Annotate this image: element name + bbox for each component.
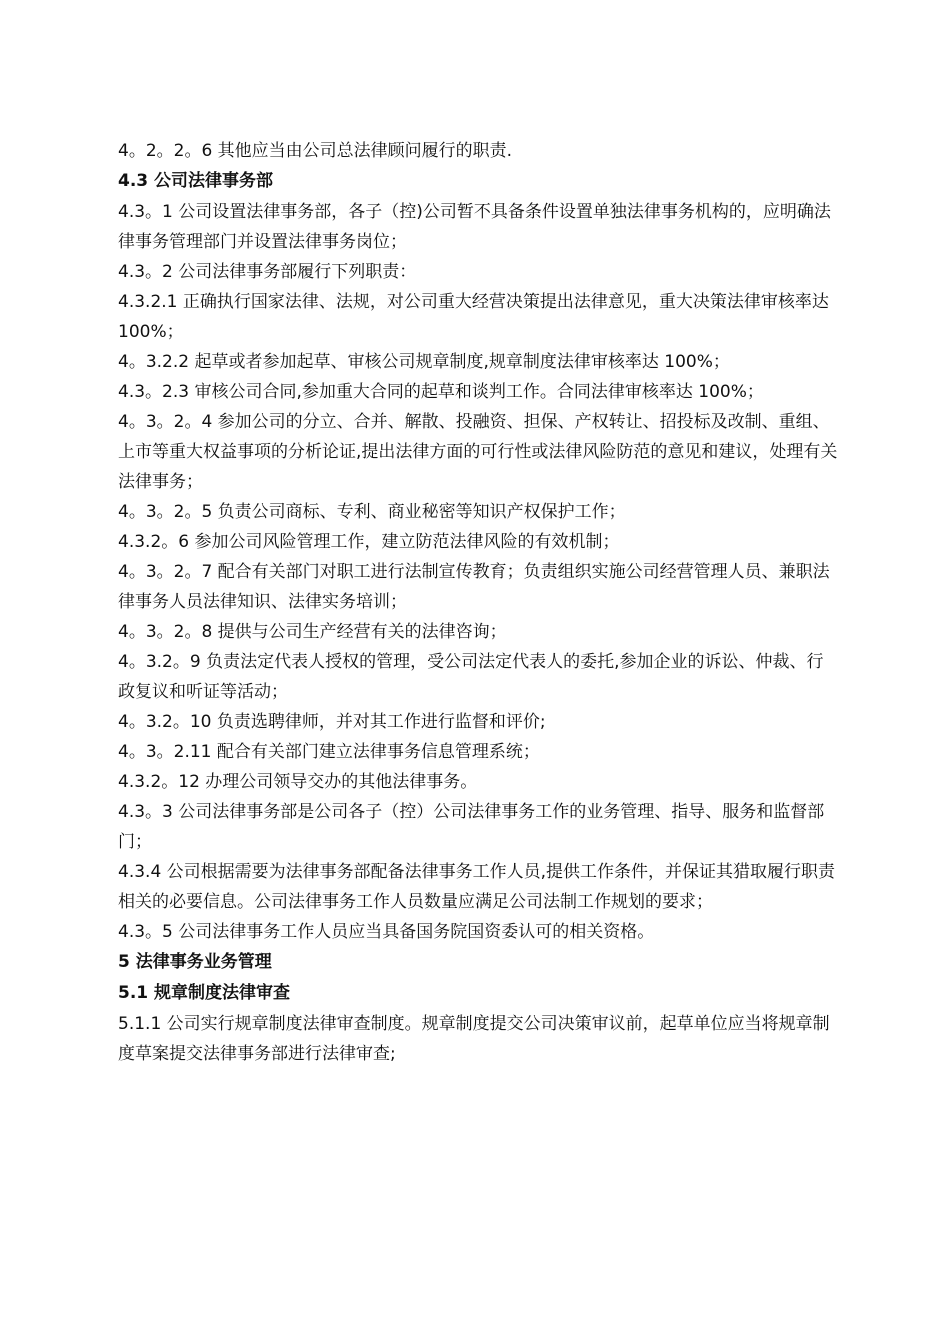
paragraph-4-3-2-9: 4。3.2。9 负责法定代表人授权的管理，受公司法定代表人的委托,参加企业的诉讼、仲裁、行政复议和听证等活动； xyxy=(118,652,824,702)
paragraph-4-3-2-4: 4。3。2。4 参加公司的分立、合并、解散、投融资、担保、产权转让、招投标及改制、重组、上市等重大权益事项的分析论证,提出法律方面的可行性或法律风险防范的意见和建议，处理有关法律事务； xyxy=(118,412,838,492)
paragraph-4-3-2-6: 4.3.2。6 参加公司风险管理工作，建立防范法律风险的有效机制； xyxy=(118,532,620,552)
paragraph-4-3-2-2: 4。3.2.2 起草或者参加起草、审核公司规章制度,规章制度法律审核率达 100%； xyxy=(118,352,730,372)
paragraph-4-3-5: 4.3。5 公司法律事务工作人员应当具备国务院国资委认可的相关资格。 xyxy=(118,922,655,942)
paragraph-4-3-2-10: 4。3.2。10 负责选聘律师，并对其工作进行监督和评价; xyxy=(118,712,546,732)
paragraph-4-3-2-7: 4。3。2。7 配合有关部门对职工进行法制宣传教育；负责组织实施公司经营管理人员、兼职法律事务人员法律知识、法律实务培训； xyxy=(118,562,830,612)
paragraph-5-1-1: 5.1.1 公司实行规章制度法律审查制度。规章制度提交公司决策审议前，起草单位应当将规章制度草案提交法律事务部进行法律审查; xyxy=(118,1014,830,1064)
paragraph-4-3-3: 4.3。3 公司法律事务部是公司各子（控）公司法律事务工作的业务管理、指导、服务和监督部门； xyxy=(118,802,825,852)
section-heading-5: 5 法律事务业务管理 xyxy=(118,952,272,972)
paragraph-4-3-2-8: 4。3。2。8 提供与公司生产经营有关的法律咨询； xyxy=(118,622,507,642)
section-heading-4-3: 4.3 公司法律事务部 xyxy=(118,171,274,191)
paragraph-4-3-2-3: 4.3。2.3 审核公司合同,参加重大合同的起草和谈判工作。合同法律审核率达 100%； xyxy=(118,382,764,402)
paragraph-4-3-2: 4.3。2 公司法律事务部履行下列职责： xyxy=(118,262,417,282)
document-body xyxy=(118,136,838,1069)
paragraph-4-3-2-1: 4.3.2.1 正确执行国家法律、法规，对公司重大经营决策提出法律意见，重大决策法律审核率达 100%； xyxy=(118,292,829,342)
paragraph-4-2-2-6: 4。2。2。6 其他应当由公司总法律顾问履行的职责. xyxy=(118,141,513,161)
paragraph-4-3-2-12: 4.3.2。12 办理公司领导交办的其他法律事务。 xyxy=(118,772,478,792)
paragraph-4-3-4: 4.3.4 公司根据需要为法律事务部配备法律事务工作人员,提供工作条件，并保证其猎取履行职责相关的必要信息。公司法律事务工作人员数量应满足公司法制工作规划的要求； xyxy=(118,862,836,912)
paragraph-4-3-2-5: 4。3。2。5 负责公司商标、专利、商业秘密等知识产权保护工作； xyxy=(118,502,626,522)
section-heading-5-1: 5.1 规章制度法律审查 xyxy=(118,983,291,1003)
paragraph-4-3-2-11: 4。3。2.11 配合有关部门建立法律事务信息管理系统； xyxy=(118,742,540,762)
paragraph-4-3-1: 4.3。1 公司设置法律事务部，各子（控)公司暂不具备条件设置单独法律事务机构的，应明确法律事务管理部门并设置法律事务岗位； xyxy=(118,202,831,252)
